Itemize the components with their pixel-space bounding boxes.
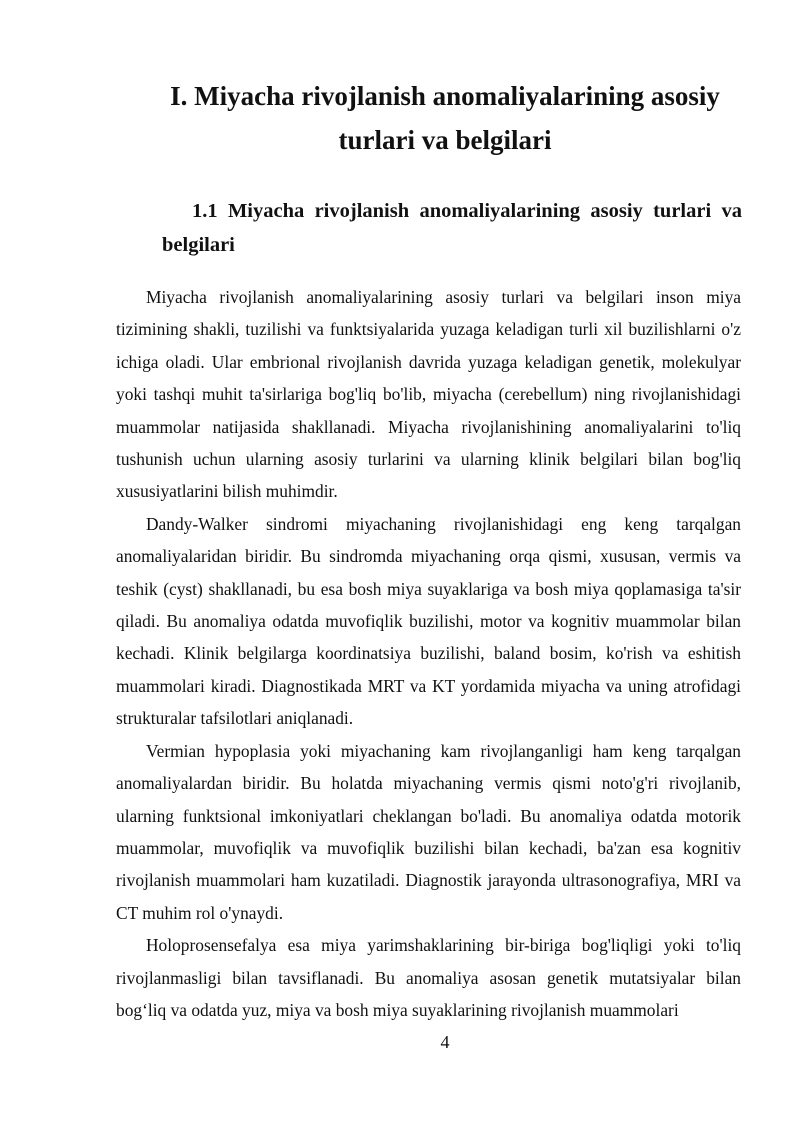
chapter-title: I. Miyacha rivojlanish anomaliyalarining asosiy turlari va belgilari (170, 81, 720, 155)
section-heading: 1.1 Miyacha rivojlanish anomaliyalarining asosiy turlari va belgilari (162, 200, 742, 256)
paragraph: Holoprosensefalya esa miya yarimshaklarining bir-biriga bog'liqligi yoki to'liq rivojlanmasligi bilan tavsiflanadi. Bu anomaliya asosan genetik mutatsiyalar bilan bog‘liq va odatda yuz, miya va bosh miya suyaklarining rivojlanish muammolari (116, 935, 741, 1020)
paragraph: Vermian hypoplasia yoki miyachaning kam rivojlanganligi ham keng tarqalgan anomaliyalardan biridir. Bu holatda miyachaning vermis qismi noto'g'ri rivojlanib, ularning funktsional imkoniyatlari cheklangan bo'ladi. Bu anomaliya odatda motorik muammolar, muvofiqlik va muvofiqlik buzilishi bilan kechadi, ba'zan esa kognitiv rivojlanish muammolari ham kuzatiladi. Diagnostik jarayonda ultrasonografiya, MRI va CT muhim rol o'ynaydi. (116, 740, 741, 923)
paragraph: Dandy-Walker sindromi miyachaning rivojlanishidagi eng keng tarqalgan anomaliyalaridan biridir. Bu sindromda miyachaning orqa qismi, xususan, vermis va teshik (cyst) shakllanadi, bu esa bosh miya suyaklariga va bosh miya qoplamasiga ta'sir qiladi. Bu anomaliya odatda muvofiqlik buzilishi, motor va kognitiv muammolar bilan kechadi. Klinik belgilarga koordinatsiya buzilishi, baland bosim, ko'rish va eshitish muammolari kiradi. Diagnostikada MRT va KT yordamida miyacha va uning atrofidagi strukturalar tafsilotlari aniqlanadi. (116, 513, 741, 729)
page-number: 4 (440, 1032, 450, 1052)
body-text (116, 281, 741, 1026)
paragraph: Miyacha rivojlanish anomaliyalarining asosiy turlari va belgilari inson miya tizimining shakli, tuzilishi va funktsiyalarida yuzaga keladigan turli xil buzilishlarni o'z ichiga oladi. Ular embrional rivojlanish davrida yuzaga keladigan genetik, molekulyar yoki tashqi muhit ta'sirlariga bog'liq bo'lib, miyacha (cerebellum) ning rivojlanishidagi muammolar natijasida shakllanadi. Miyacha rivojlanishining anomaliyalarini to'liq tushunish uchun ularning asosiy turlarini va ularning klinik belgilari bilan bog'liq xususiyatlarini bilish muhimdir. (116, 287, 741, 502)
